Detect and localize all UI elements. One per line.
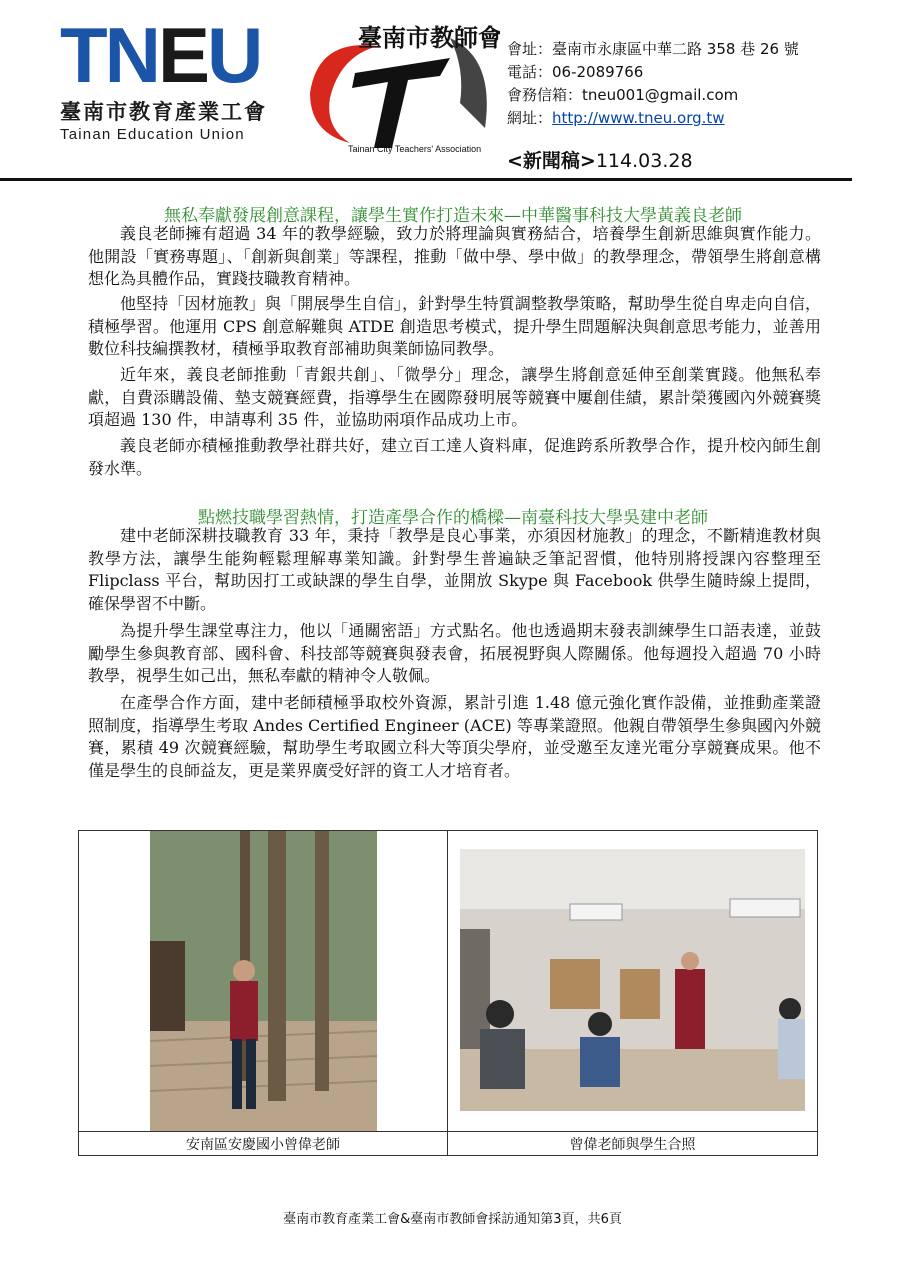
- tneu-logo-wordmark: TNEU: [60, 11, 261, 99]
- article2-paragraph: 為提升學生課堂專注力，他以「通關密語」方式點名。他也透過期末發表訓練學生口語表達，並鼓勵學生參與教育部、國科會、科技部等競賽與發表會，拓展視野與人際關係。他每週投入超過 70 小時教學，視學生如己出，無私奉獻的精神令人敬佩。: [88, 621, 821, 685]
- header-divider: [0, 178, 852, 181]
- web-line: 網址：http://www.tneu.org.tw: [507, 109, 725, 127]
- email-line: 會務信箱：tneu001@gmail.com: [507, 86, 739, 104]
- tta-logo-text: 臺南市教師會: [358, 23, 500, 52]
- tneu-logo-en: Tainan Education Union: [60, 126, 245, 143]
- press-release-label: <新聞稿>114.03.28: [507, 150, 693, 172]
- article1-paragraph: 他堅持「因材施教」與「開展學生自信」，針對學生特質調整教學策略，幫助學生從自卑走向自信，積極學習。他運用 CPS 創意解難與 ATDE 創造思考模式，提升學生問題解決與創意思考能力，並善用數位科技編撰教材，積極爭取教育部補助與業師協同教學。: [88, 294, 821, 358]
- article2-paragraph: 建中老師深耕技職教育 33 年，秉持「教學是良心事業，亦須因材施教」的理念，不斷精進教材與教學方法，讓學生能夠輕鬆理解專業知識。針對學生普遍缺乏筆記習慣，他特別將授課內容整理至 Flipclass 平台，幫助因打工或缺課的學生自學，並開放 Skype 與 Facebook 供學生隨時線上提問，確保學習不中斷。: [88, 526, 821, 613]
- article1-paragraph: 近年來，義良老師推動「青銀共創」、「微學分」理念，讓學生將創意延伸至創業實踐。他無私奉獻，自費添購設備、墊支競賽經費，指導學生在國際發明展等競賽中屢創佳績，累計榮獲國內外競賽獎項超過 130 件，申請專利 35 件，並協助兩項作品成功上市。: [88, 365, 821, 429]
- photo-caption-1: 安南區安慶國小曾偉老師: [186, 1137, 340, 1153]
- phone-line: 電話：06-2089766: [507, 63, 644, 81]
- teacher-photo: [150, 831, 377, 1131]
- photo-table: [78, 830, 818, 1156]
- caption-divider: [447, 1132, 448, 1156]
- website-link[interactable]: http://www.tneu.org.tw: [552, 109, 725, 127]
- tneu-logo: [60, 11, 280, 143]
- article2-title: 點燃技職學習熱情，打造產學合作的橋樑—南臺科技大學吳建中老師: [198, 508, 708, 528]
- letterhead: [0, 0, 905, 182]
- article1-title: 無私奉獻發展創意課程，讓學生實作打造未來—中華醫事科技大學黃義良老師: [164, 206, 742, 226]
- article1-paragraph: 義良老師擁有超過 34 年的教學經驗，致力於將理論與實務結合，培養學生創新思維與實作能力。他開設「實務專題」、「創新與創業」等課程，推動「做中學、學中做」的教學理念，帶領學生將創意構想化為具體作品，實踐技職教育精神。: [88, 224, 821, 288]
- tta-logo-en: Tainan City Teachers' Association: [348, 144, 482, 154]
- contact-block: [507, 38, 799, 130]
- article2-paragraph: 在產學合作方面，建中老師積極爭取校外資源，累計引進 1.48 億元強化實作設備，並推動產業證照制度，指導學生考取 Andes Certified Engineer (ACE) 等專業證照。他親自帶領學生參與國內外競賽，累積 49 次競賽經驗，幫助學生考取國立科大等頂尖學府，並受邀至友達光電分享競賽成果。他不僅是學生的良師益友，更是業界廣受好評的資工人才培育者。: [88, 693, 821, 780]
- page-footer: 臺南市教育產業工會&臺南市教師會採訪通知第3頁，共6頁: [283, 1212, 622, 1227]
- photo-caption-2: 曾偉老師與學生合照: [569, 1137, 696, 1153]
- photo-cell-1: [79, 831, 448, 1155]
- tta-logo: [300, 18, 500, 158]
- address-line: 會址：臺南市永康區中華二路 358 巷 26 號: [507, 40, 799, 58]
- article1-paragraph: 義良老師亦積極推動教學社群共好，建立百工達人資料庫，促進跨系所教學合作，提升校內師生創發水準。: [88, 436, 821, 478]
- caption-row: [79, 1131, 817, 1156]
- classroom-photo: [460, 849, 805, 1111]
- photo-cell-2: [448, 831, 817, 1155]
- tneu-logo-cn: 臺南市教育產業工會: [60, 100, 267, 124]
